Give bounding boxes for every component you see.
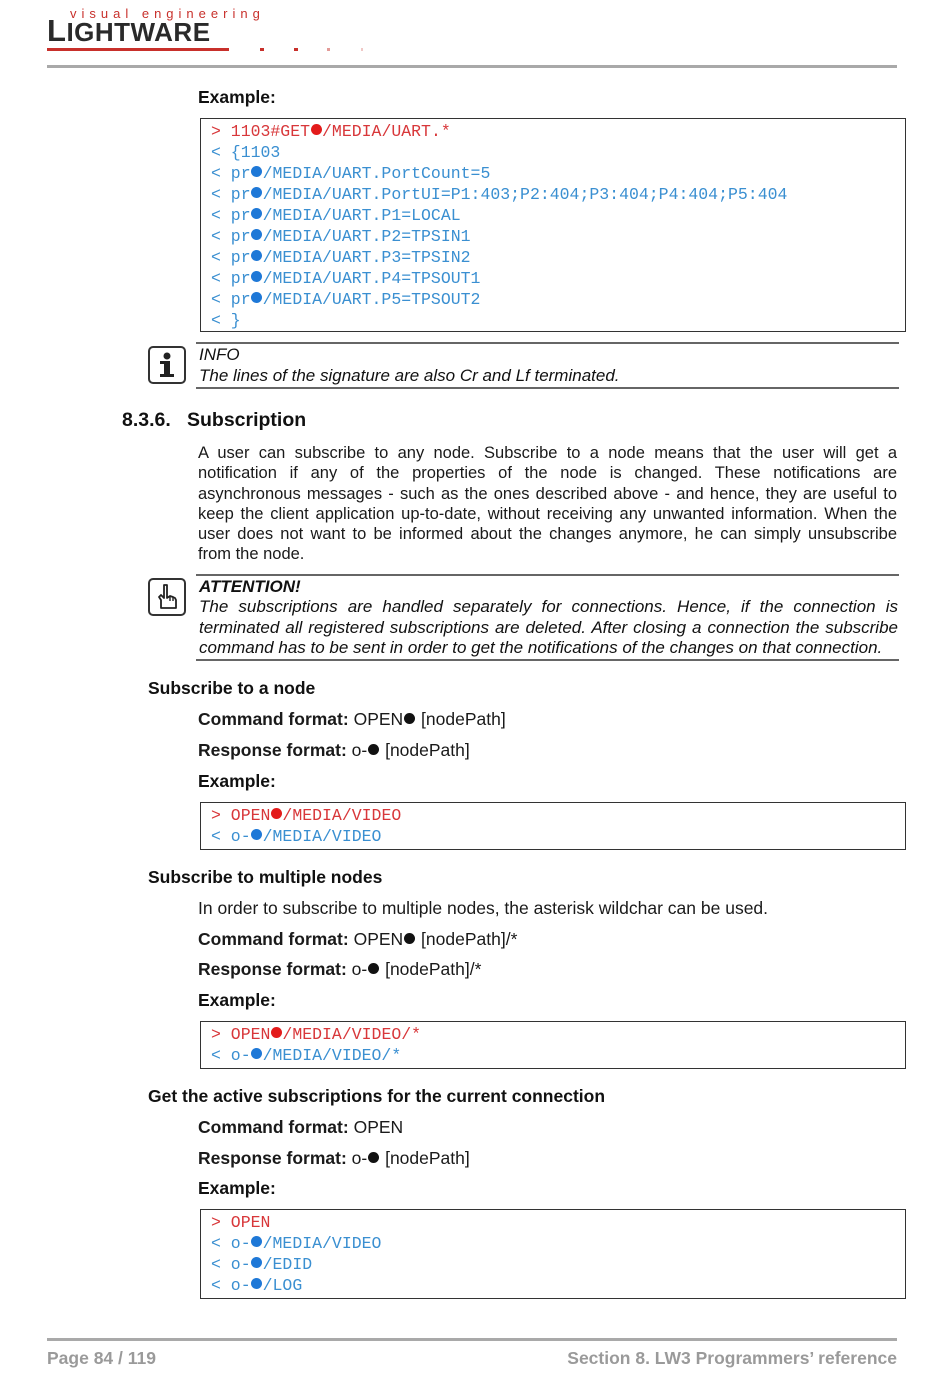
command-format-label: Command format: [198,929,349,949]
code-request-line [211,121,895,142]
command-text: OPEN [353,1117,404,1137]
bullet-icon [368,963,379,974]
separator-dot-icon [251,1278,262,1289]
attention-title: ATTENTION! [199,577,301,596]
separator-dot-icon [251,187,262,198]
bullet-icon [404,933,415,944]
bullet-icon [368,744,379,755]
code-text: < pr [211,206,251,225]
response-text: o- [351,1148,368,1168]
note-top-rule [196,574,899,576]
code-response-line [211,1233,895,1254]
code-text: < o- [211,1046,251,1065]
code-text: /MEDIA/UART.P3=TPSIN2 [262,248,471,267]
bullet-icon [404,713,415,724]
logo-dot [327,48,330,51]
active-subscriptions-heading: Get the active subscriptions for the current connection [148,1086,606,1106]
code-text: > OPEN [211,806,271,825]
response-format-line [198,1148,470,1169]
command-format-line [198,1117,403,1138]
code-text: < } [211,311,241,330]
code-text: > 1103#GET [211,122,311,141]
code-response-line [211,184,895,205]
info-title: INFO [199,345,240,364]
code-response-line [211,247,895,268]
response-format-label: Response format: [198,1148,347,1168]
command-format-label: Command format: [198,1117,349,1137]
code-request-line [211,1212,895,1233]
command-arg: [nodePath] [416,709,506,729]
command-text: OPEN [353,929,404,949]
code-response-line [211,310,895,331]
logo-dot [260,48,264,51]
separator-dot-icon [251,292,262,303]
separator-dot-icon [251,1257,262,1268]
attention-hand-icon [148,578,186,616]
footer-page: Page 84 / 119 [47,1348,156,1368]
code-text: < o- [211,827,251,846]
code-text: < pr [211,290,251,309]
code-text: < pr [211,269,251,288]
example-label: Example: [198,771,276,791]
code-response-line [211,1254,895,1275]
code-response-line [211,268,895,289]
code-response-line [211,1275,895,1296]
code-request-line [211,805,895,826]
command-arg: [nodePath]/* [416,929,518,949]
code-response-line [211,1045,895,1066]
response-format-label: Response format: [198,959,347,979]
example-label: Example: [198,1178,276,1198]
code-text: /MEDIA/UART.PortUI=P1:403;P2:404;P3:404;P4:404;P5:404 [262,185,788,204]
note-bottom-rule [196,659,899,661]
note-top-rule [196,342,899,344]
code-text: /MEDIA/VIDEO/* [262,1046,402,1065]
command-format-line [198,929,517,950]
response-arg: [nodePath]/* [380,959,482,979]
subscribe-multiple-heading: Subscribe to multiple nodes [148,867,383,887]
code-text: /MEDIA/VIDEO [262,827,382,846]
separator-dot-icon [311,124,322,135]
separator-dot-icon [251,271,262,282]
code-text: /MEDIA/VIDEO [282,806,402,825]
logo-dot [294,48,298,51]
code-response-line [211,142,895,163]
note-bottom-rule [196,387,899,389]
code-box [200,802,906,850]
section-title: Subscription [187,409,307,431]
code-box [200,118,906,332]
separator-dot-icon [251,829,262,840]
code-lines [211,121,895,331]
logo-tagline: visual engineering [70,6,265,21]
code-text: /MEDIA/UART.P4=TPSOUT1 [262,269,481,288]
code-response-line [211,289,895,310]
code-text: < o- [211,1234,251,1253]
separator-dot-icon [251,1236,262,1247]
logo-dot [361,48,363,51]
command-text: OPEN [353,709,404,729]
response-format-label: Response format: [198,740,347,760]
code-text: < pr [211,185,251,204]
code-text: < pr [211,248,251,267]
separator-dot-icon [251,1048,262,1059]
code-request-line [211,1024,895,1045]
code-text: /MEDIA/VIDEO/* [282,1025,422,1044]
response-text: o- [351,740,368,760]
separator-dot-icon [251,166,262,177]
command-format-line [198,709,506,730]
code-response-line [211,205,895,226]
response-format-line [198,740,470,761]
response-text: o- [351,959,368,979]
response-arg: [nodePath] [380,740,470,760]
logo-name: IGHTWARE [66,17,211,47]
code-text: < {1103 [211,143,281,162]
separator-dot-icon [271,1027,282,1038]
response-format-line [198,959,481,980]
footer-rule [47,1338,897,1341]
code-response-line [211,826,895,847]
logo-initial: L [47,13,67,48]
code-text: < pr [211,164,251,183]
logo-underline [47,48,229,51]
code-text: < pr [211,227,251,246]
header-rule [47,65,897,68]
code-text: /MEDIA/UART.P5=TPSOUT2 [262,290,481,309]
section-number: 8.3.6. [122,409,171,431]
separator-dot-icon [271,808,282,819]
example-label: Example: [198,990,276,1010]
code-lines [211,1212,895,1296]
subscribe-multiple-text: In order to subscribe to multiple nodes, the asterisk wildchar can be used. [198,898,769,918]
code-text: < o- [211,1276,251,1295]
info-icon [148,346,186,384]
code-text: /LOG [262,1276,303,1295]
subscribe-node-heading: Subscribe to a node [148,678,316,698]
code-response-line [211,163,895,184]
code-box [200,1209,906,1299]
footer-section: Section 8. LW3 Programmers’ reference [567,1348,897,1368]
code-lines [211,805,895,847]
code-text: < o- [211,1255,251,1274]
code-text: /EDID [262,1255,313,1274]
code-text: /MEDIA/VIDEO [262,1234,382,1253]
code-text: > OPEN [211,1213,271,1232]
code-text: /MEDIA/UART.* [322,122,451,141]
response-arg: [nodePath] [380,1148,470,1168]
separator-dot-icon [251,250,262,261]
separator-dot-icon [251,208,262,219]
code-text: > OPEN [211,1025,271,1044]
code-response-line [211,226,895,247]
code-lines [211,1024,895,1066]
logo [47,13,211,49]
bullet-icon [368,1152,379,1163]
command-format-label: Command format: [198,709,349,729]
info-text: The lines of the signature are also Cr and Lf terminated. [199,366,620,385]
code-text: /MEDIA/UART.P2=TPSIN1 [262,227,471,246]
separator-dot-icon [251,229,262,240]
code-text: /MEDIA/UART.P1=LOCAL [262,206,461,225]
attention-text: The subscriptions are handled separately for connections. Hence, if the connection is terminated all registered subscriptions are deleted. After closing a connection the subscribe command has to be sent in order to get the notifications of the changes on that connection. [199,597,898,657]
section-paragraph: A user can subscribe to any node. Subscribe to a node means that the user will get a notification if any of the properties of the node is changed. These notifications are asynchronous messages - such as the ones described above - and hence, they are useful to keep the client application up-to-date, without receiving any unwanted information. When the user does not want to be informed about the changes anymore, he can simply unsubscribe from the node. [198,444,897,564]
example-label: Example: [198,87,276,107]
code-text: /MEDIA/UART.PortCount=5 [262,164,491,183]
code-box [200,1021,906,1069]
